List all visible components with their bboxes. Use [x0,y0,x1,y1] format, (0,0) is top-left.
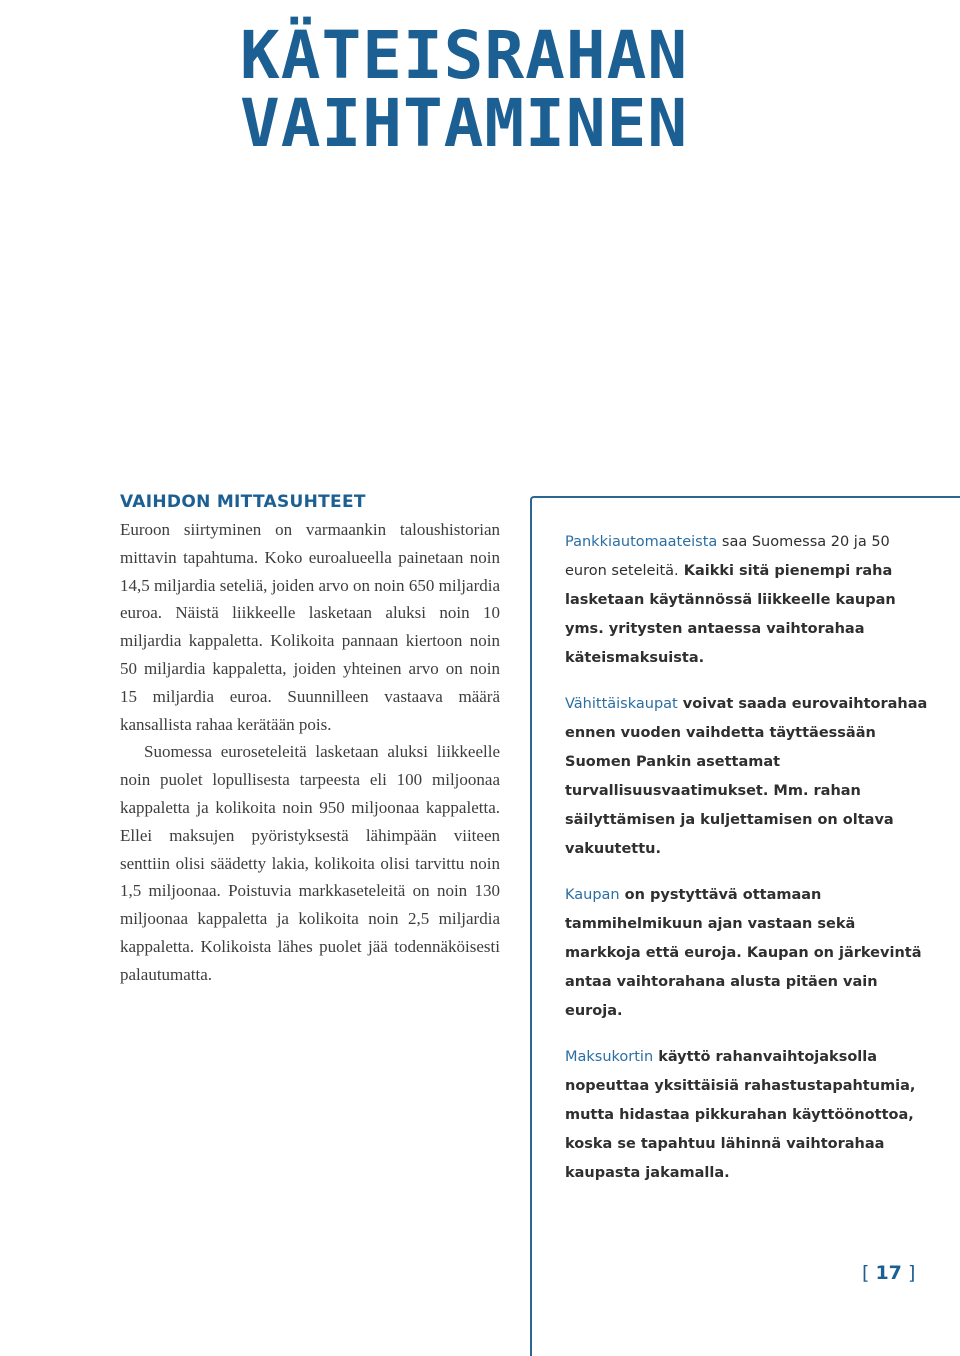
info-text: käyttö rahanvaihtojaksolla nopeuttaa yksittäisiä rahastustapahtumia, mutta hidastaa pikkurahan käyttöönottoa, koska se tapahtuu lähinnä vaihtorahaa kaupasta jakamalla. [565,1049,916,1181]
sidebar-info [565,528,935,1205]
info-text: voivat saada eurovaihtorahaa ennen vuoden vaihdetta täyttäessään Suomen Pankin asettamat turvallisuusvaatimukset. Mm. rahan säilyttämisen ja kuljettamisen on oltava vakuutettu. [565,696,928,857]
article-paragraph-2: Suomessa euroseteleitä lasketaan aluksi liikkeelle noin puolet lopullisesta tarpeesta eli 100 miljoonaa kappaletta ja kolikoita noin 950 miljoonaa kappaletta. Ellei maksujen pyöristyksestä lähimpään viiteen senttiin olisi säädetty lakia, kolikoita olisi tarvittu noin 1,5 miljoonaa. Poistuvia markkaseteleitä on noin 130 miljoonaa kappaletta ja kolikoita noin 2,5 miljardia kappaletta. Kolikoista lähes puolet jää todennäköisesti palautumatta. [120,742,500,984]
info-text: on pystyttävä ottamaan tammihelmikuun ajan vastaan sekä markkoja että euroja. Kaupan on järkevintä antaa vaihtorahana alusta pitäen vain euroja. [565,887,922,1019]
info-term: Maksukortin [565,1049,654,1065]
info-block-shop [565,881,935,1026]
section-heading: VAIHDON MITTASUHTEET [120,492,366,512]
title-line-1: KÄTEISRAHAN [240,17,689,94]
info-term: Vähittäiskaupat [565,696,678,712]
info-block-atm [565,528,935,673]
page-title [240,17,880,162]
info-lead: saa Suomessa 20 ja 50 euron seteleitä. [565,534,890,579]
article-paragraph-1: Euroon siirtyminen on varmaankin taloushistorian mittavin tapahtuma. Koko euroalueella painetaan noin 14,5 miljardia seteliä, joiden arvo on noin 650 miljardia euroa. Näistä liikkeelle lasketaan aluksi noin 10 miljardia kappaletta. Kolikoita pannaan kiertoon noin 50 miljardia kappaletta, joiden yhteinen arvo on noin 15 miljardia euroa. Suunnilleen vastaava määrä kansallista rahaa kerätään pois. [120,520,500,734]
page-number [862,1262,915,1284]
info-term: Kaupan [565,887,620,903]
info-block-card [565,1043,935,1188]
page-bracket-close: ] [901,1262,916,1284]
info-term: Pankkiautomaateista [565,534,718,550]
title-line-2: VAIHTAMINEN [240,85,689,162]
page-bracket-open: [ [862,1262,876,1284]
info-block-retail [565,690,935,864]
main-article [120,492,500,989]
info-text: Kaikki sitä pienempi raha lasketaan käytännössä liikkeelle kaupan yms. yritysten antaessa vaihtorahaa käteismaksuista. [565,563,896,666]
page-number-value: 17 [875,1262,902,1284]
